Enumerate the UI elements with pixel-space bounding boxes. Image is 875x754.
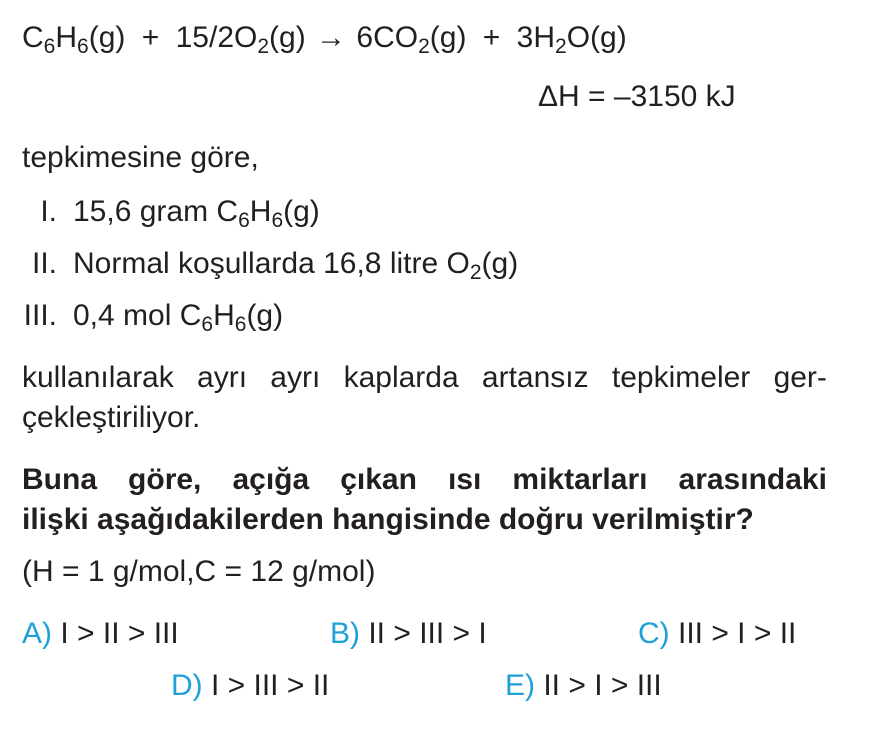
option-e[interactable]: [505, 671, 662, 701]
option-text: II > I > III: [535, 669, 662, 702]
water-subscript: 2: [555, 35, 567, 58]
option-letter: A): [22, 617, 52, 650]
option-letter: B): [330, 617, 360, 650]
oxygen-subscript: 2: [257, 35, 270, 58]
item-subscript: 6: [271, 209, 284, 232]
option-b[interactable]: [330, 619, 487, 649]
item-text-main: Normal koşullarda 16,8 litre O: [73, 247, 470, 280]
question-word: ısı: [447, 463, 482, 496]
oxygen-state: (g): [269, 21, 306, 54]
question-line-1: [22, 465, 827, 495]
question-word: Buna: [22, 463, 97, 496]
reactant-state: (g): [88, 21, 126, 54]
paragraph-word: tepkimeler: [611, 361, 751, 394]
water-rest: O(g): [566, 21, 627, 54]
option-text: I > II > III: [52, 617, 179, 650]
option-text: III > I > II: [669, 617, 797, 650]
item-numeral: I.: [40, 195, 57, 228]
item-text: [73, 299, 284, 336]
option-text: II > III > I: [360, 617, 487, 650]
oxygen-coef: 15/2O: [175, 21, 258, 54]
paragraph-word: artansız: [481, 361, 589, 394]
item-subscript: 2: [469, 261, 482, 284]
reaction-equation: [22, 21, 627, 58]
item-text-tail: (g): [246, 299, 284, 332]
option-c[interactable]: [638, 619, 796, 649]
option-text: I > III > II: [202, 669, 330, 702]
paragraph-line-2: çekleştiriliyor.: [22, 401, 201, 434]
item-text-main: 15,6 gram C: [73, 195, 239, 228]
co2-state: (g): [429, 21, 467, 54]
water-coef: 3H: [516, 21, 556, 54]
co2-subscript: 2: [418, 35, 430, 58]
question-word: göre,: [128, 463, 202, 496]
paragraph-line-1: [22, 363, 827, 393]
question-word: çıkan: [340, 463, 417, 496]
paragraph-word: ger-: [773, 361, 827, 394]
plus-sign: +: [141, 21, 160, 54]
paragraph-word: kullanılarak: [22, 361, 174, 394]
item-subscript: 6: [201, 313, 214, 336]
reactant-h-subscript: 6: [77, 35, 89, 58]
reactant-h: H: [55, 21, 78, 54]
item-text-main: 0,4 mol C: [73, 299, 202, 332]
co2-coef: 6CO: [356, 21, 419, 54]
plus-sign: +: [482, 21, 501, 54]
item-text-mid: H: [249, 195, 272, 228]
item-text: [73, 195, 320, 232]
paragraph-word: ayrı: [197, 361, 248, 394]
item-subscript: 6: [234, 313, 247, 336]
option-letter: E): [505, 669, 535, 702]
paragraph-word: ayrı: [270, 361, 321, 394]
question-word: açığa: [232, 463, 310, 496]
item-text-tail: (g): [283, 195, 320, 228]
item-text: [73, 247, 519, 284]
enthalpy-value: ΔH = –3150 kJ: [538, 80, 736, 113]
question-line-2: ilişki aşağıdakilerden hangisinde doğru verilmiştir?: [22, 503, 754, 536]
item-numeral: III.: [23, 299, 57, 332]
question-word: miktarları: [512, 463, 648, 496]
option-letter: D): [171, 669, 203, 702]
item-text-tail: (g): [481, 247, 519, 280]
intro-text: tepkimesine göre,: [22, 141, 259, 174]
paragraph-word: kaplarda: [343, 361, 459, 394]
reactant-c: C: [22, 21, 44, 54]
given-molar-masses: (H = 1 g/mol,C = 12 g/mol): [22, 555, 376, 588]
option-letter: C): [638, 617, 670, 650]
option-d[interactable]: [171, 671, 329, 701]
reaction-arrow: →: [316, 21, 347, 54]
item-subscript: 6: [238, 209, 250, 232]
option-a[interactable]: [22, 619, 179, 649]
reactant-c-subscript: 6: [43, 35, 56, 58]
item-numeral: II.: [31, 247, 57, 280]
question-word: arasındaki: [678, 463, 827, 496]
item-text-mid: H: [213, 299, 235, 332]
